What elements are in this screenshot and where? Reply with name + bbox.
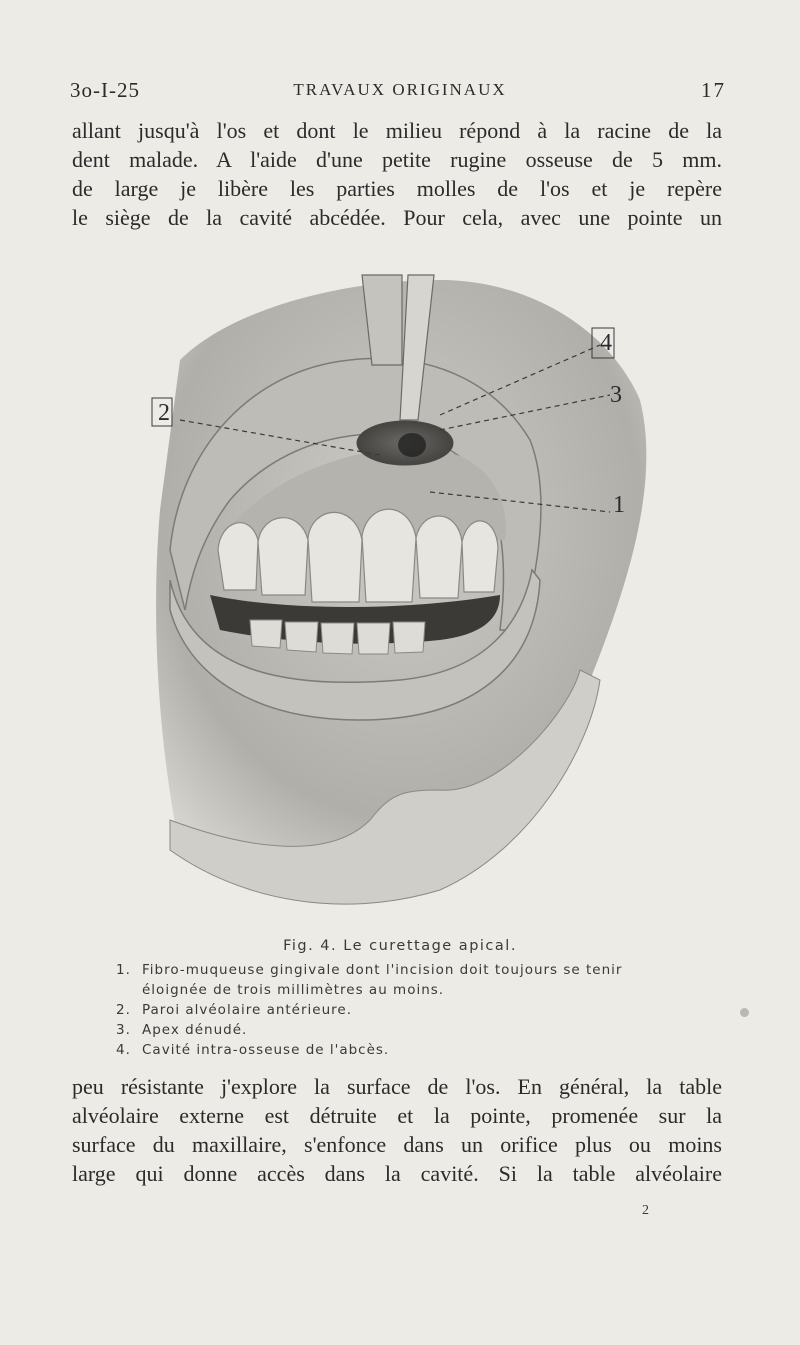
legend-text: Paroi alvéolaire antérieure. bbox=[142, 1002, 353, 1018]
legend-continuation: éloignée de trois millimètres au moins. bbox=[142, 982, 445, 998]
text-line: dent malade. A l'aide d'une petite rugine osseuse de 5 mm. bbox=[72, 147, 722, 172]
legend-item bbox=[116, 1000, 716, 1020]
text-line: allant jusqu'à l'os et dont le milieu répond à la racine de la bbox=[72, 118, 722, 143]
body-paragraph-bottom bbox=[72, 1072, 722, 1188]
legend-item bbox=[116, 1040, 716, 1060]
page-number: 17 bbox=[701, 78, 726, 102]
text-line: large qui donne accès dans la cavité. Si la table alvéolaire bbox=[72, 1161, 722, 1186]
legend-text: Fibro-muqueuse gingivale dont l'incision doit toujours se tenir bbox=[142, 962, 623, 978]
running-header bbox=[70, 78, 730, 108]
text-line: de large je libère les parties molles de l'os et je repère bbox=[72, 176, 722, 201]
figure-legend bbox=[116, 960, 716, 1060]
figure-caption: Fig. 4. Le curettage apical. bbox=[283, 938, 517, 954]
callout-4: 4 bbox=[600, 330, 612, 356]
legend-text: Cavité intra-osseuse de l'abcès. bbox=[142, 1042, 390, 1058]
mouth-illustration bbox=[140, 250, 660, 920]
legend-number: 3. bbox=[116, 1022, 131, 1038]
header-date: 3o-I-25 bbox=[70, 78, 140, 102]
legend-item bbox=[116, 960, 716, 980]
header-title: TRAVAUX ORIGINAUX bbox=[293, 80, 507, 99]
text-line: le siège de la cavité abcédée. Pour cela, avec une pointe un bbox=[72, 205, 722, 230]
legend-number: 1. bbox=[116, 962, 131, 978]
text-line: alvéolaire externe est détruite et la pointe, promenée sur la bbox=[72, 1103, 722, 1128]
legend-number: 4. bbox=[116, 1042, 131, 1058]
signature-mark: 2 bbox=[642, 1203, 649, 1218]
paper-speck bbox=[740, 1008, 749, 1017]
anatomical-illustration bbox=[140, 250, 660, 920]
body-paragraph-top bbox=[72, 116, 722, 232]
legend-item bbox=[116, 1020, 716, 1040]
legend-number: 2. bbox=[116, 1002, 131, 1018]
callout-1: 1 bbox=[613, 492, 625, 518]
text-line: surface du maxillaire, s'enfonce dans un orifice plus ou moins bbox=[72, 1132, 722, 1157]
callout-2: 2 bbox=[158, 400, 170, 426]
text-line: peu résistante j'explore la surface de l'os. En général, la table bbox=[72, 1074, 722, 1099]
legend-text: Apex dénudé. bbox=[142, 1022, 248, 1038]
callout-3: 3 bbox=[610, 382, 622, 408]
